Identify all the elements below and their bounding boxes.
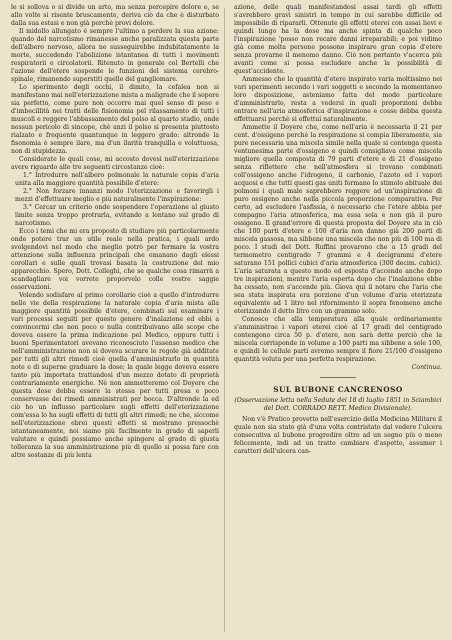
- paragraph: Lo sperimento degli occhi, il dimito, la cefalea non si manifestano mai nell'eterizzazione mista a maligrade che il sopore sia perfetto, come pure non occorre mai quel senso di peso e d'imbecillità nei tratti delle fisionomia pel rilassamento di tutti i muscoli e reggere l'abbassamento del polso al quarto stadio, onde nessun pericolo di sincope, chè anzi il polso si presenta piuttosto rialzato e frequente quantunque in leggero grado: altronde la fisonomia è sempre ilare, ma d'un ilarità tranquilla e voluttuosa, non di stupidezza.: [11, 84, 219, 155]
- section-rule: [320, 377, 356, 378]
- article-subtitle: (Osservazione letta nella Sedute dei 18 di luglio 1851 in Sciambici del Dott. CORRADO RETT. Medico Divisionale).: [234, 397, 442, 412]
- paragraph: Ammette il Doyere che, come nell'aria è necessaria il 21 per cent. d'ossigeno perchè la respirazione si compia liberamente, sia pure necessaria una miscela simile nella quale si contenga questa ventunesima parte d'ossigeno e quindi consigliava come miscela migliore quella composta di 79 parti d'etere e di 21 d'ossigeno senza riflettere che nell'atmosfera si trovano combinati coll'ossigeno anche l'idrogeno, il carbonio, l'azoto ed i vapori acquosi e che tutti questi gas uniti formano lo stimolo abituale dei polmoni i quali male saprebbero reggere ad un'inspirazione di puro ossigeno anche nella piccola proporzione comparativa. Per certo, ad escludere l'asfissia, è necessario che l'etere abbia per compagno l'aria atmosferica, ma essa sola e non già il puro ossigeno. Il grand'errore di questa proposta del Doyere sta in ciò che 100 parti d'etere e 100 d'aria non danno già 200 parti di miscela gassosa, ma sibbene una miscela che non più di 100 ma di poco. I studi del Dott. Ruffini provarono che a 15 gradi del termometro centigrado 7 grammi e 4 decigrammi d'etere saturano 151 pollici cubici d'aria atmosferica (300 decim. cubici). L'aria saturata a questo modo ed esposta d'accende anche dopo tre inspirazioni, mentre l'aria esperta dopo che l'inalazione ebbe ha cessato, non s'accende più. Giova qui il notare che l'aria che sea stata inspirata era porzione d'un volume d'aria eterizzata equivalente ad 1 litro nel rifornimento il sopra fenomeno anche eterizzando il detto litro con un grammo solo.: [234, 124, 442, 315]
- column-divider: [224, 8, 225, 632]
- paragraph: le si sollova o si divide un arto, ma senza percepire dolore e, se allo volte si risente bruscamente, deriva ciò da che è disturbato dalla sua estasi e non già perchè provi dolore.: [11, 4, 219, 27]
- list-item: 2.° Non forzare innanzi modo l'eterizzazione e favorirgli i mezzi d'effettuare meglio e più naturalmente l'inspirazione:: [15, 188, 219, 203]
- list-item: 1.° Introdurre nell'albero polmonale la naturale copia d'aria unita alla maggiore quantità possibile d'etere:: [15, 172, 219, 187]
- paragraph: Il midollo allungato è sempre l'ultimo a perdere la sua azione: quando del narcotismo rimanesse anche paralizzata questa parte dell'albero nervoso, allora ne susseguirebbe indubitatamente la morte, succedendo l'abolizione istantanea di tutti i movimenti respiratorii e circolatorii. Ritenuto in generale col Bertelli che l'azione dell'etere sospende le funzioni del sistema cerebro-spinale, rimanendo superstiti quelle del gangliomare.: [11, 28, 219, 83]
- right-column: [234, 4, 442, 636]
- paragraph: Ecco i temi che mi era proposto di studiare più particolarmente onde potere trar un utile reale nella pratica, i quali ardo svolgendovi nel modo che meglio potrò per fermare la vostra attenzione sulla influenza principali che emanano dagli elessi corollari e sulle quali trovasi basata la costruzione del mio apparecchio. Spero, Dott. Colleghi, che se qualche cosa rimarrà a scandagliare voi vorrete proporvelo colle vostre saggie osservazioni.: [11, 228, 219, 291]
- continua-label: Continua.: [411, 364, 442, 371]
- left-column: [11, 4, 219, 636]
- list-item: 3.° Cercar un criterio onde sospendere l'operazione al giusto limite senza troppo protrarla, evitando a lontano sul grado di narcotismo.: [15, 204, 219, 227]
- article-title: SUL BUBONE CANCRENOSO: [273, 385, 403, 394]
- paragraph: Ammesso che la quantità d'etere inspirato varia moltissimo nei vari sperimenti secondo i vari soggetti e secondo la momentaneo loro disposizione, asteniamo fatta del modo particolare d'amministrarlo, resta a vedersi in quali proporzioni debba entrare nell'aria atmosferica d'inspirazione e cosse debba questa effettuarsi perchè si effettui naturalmente.: [234, 76, 442, 123]
- paragraph: Considerate le quali cose, mi accosto dovesi nell'eterizzazione avere riguardo alle tre seguenti circostanze cioè:: [11, 156, 219, 171]
- paragraph: azione, delle quali manifestandosi assai tardi gli effetti s'avrebbero gravi sinistri in tempo in cui sarebbe difficile od impossibile di ripararli. Ottenute gli effetti eterei con assai lievi e quindi lungo ha la dose ma anche spinta di qualche poco l'inspirazione 'posso non recare danni irreparabili; e poi vidimo già come molta persone possono inspirare gran copia d'etere senza provarne il menomo danno. Ciò non pertanto v'acerca più avanti come si possa escludere anche la possibilità di quest'accidente.: [234, 4, 442, 75]
- paragraph: Conosco che alla temperatura alla quale ordinariamente s'amministrae i vapori eterei cioè al 17 gradi del centigrado contengono circa 50 p. d'etere, non sarà dette perciò che la miscela corrisponde in volume a 100 parti ma sibbene a sole 100, e quindi le cellule parti avremo sempre il fiore 21/100 d'ossigeno quantità voluta per una perfetta respirazione.: [234, 316, 442, 363]
- paragraph: Non v'è Pratico provetto nell'esercizio della Medicina Militare il quale non sia stato già d'una volta contristato dal vedere l'ulcera consecutiva al bubone progredire oltre ad un segno più o meno felicemente, indi ad un tratto cambiare d'aspetto, assumer i caratteri dell'ulcera can-: [234, 416, 442, 455]
- paragraph: Volendo sodisfare al primo corollario cioè a quello d'introdurre nelle vie della respirazione la naturale copia d'aria mista alla maggiore quantità possibile d'etere, combinati sul esaminare i vari processi seguiti per questo genere d'inalazione ed ebbi a convincermi che non poco o nulla contribuivano alle scope che doveva essere la prima indicazione pel Medico, oppure tutti i buoni Sperimentatori avevano riconosciuto l'assenso medico che nell'amministrazione non si doveva scurare le regole già additate per tutti gli altri rimedi cioè quella d'amministrarlo in quantità note e di superne graduare la dose; la quale legge doveva essere tanto più importata trattandosi d'un mezzo dotato di proprietà contrariamente energiche. Nè non ammetteremo col Doyere che questa dose debba essere la stessa per tutti presa e poco conservasse dei rimedi amministrati per bocca. D'altronde la ed ciò ho un influsso particolare sugli effetti dell'eterizzazione com'essa lo ha sugli effetti di tutti gli altri rimedi; ne che, siccome nell'eterizzazione ebrei questi effetti si mostrano pressochè istantaneamente, noi siamo più facilmente in grado di saperli valutare e quindi possiamo anche spingere al grado di giusta tolleranza la sua amministrazione più di quello si possa fare con altre sostanze di più lenta: [11, 292, 219, 459]
